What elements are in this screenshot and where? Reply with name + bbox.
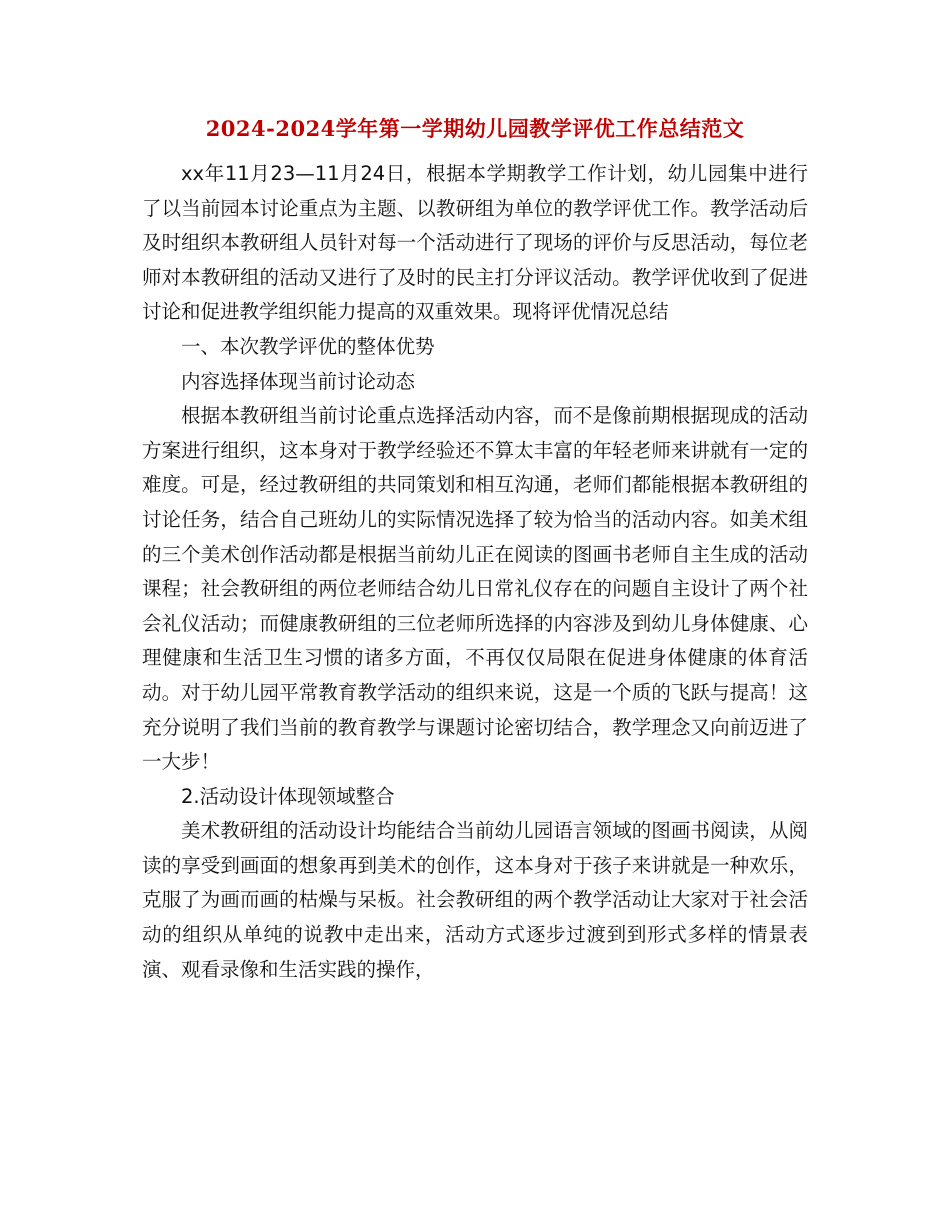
content-selection-paragraph: 根据本教研组当前讨论重点选择活动内容，而不是像前期根据现成的活动方案进行组织，这本身对于教学经验还不算太丰富的年轻老师来讲就有一定的难度。可是，经过教研组的共同策划和相互沟通，老师们都能根据本教研组的讨论任务，结合自己班幼儿的实际情况选择了较为恰当的活动内容。如美术组的三个美术创作活动都是根据当前幼儿正在阅读的图画书老师自主生成的活动课程；社会教研组的两位老师结合幼儿日常礼仪存在的问题自主设计了两个社会礼仪活动；而健康教研组的三位老师所选择的内容涉及到幼儿身体健康、心理健康和生活卫生习惯的诸多方面，不再仅仅局限在促进身体健康的体育活动。对于幼儿园平常教育教学活动的组织来说，这是一个质的飞跃与提高！这充分说明了我们当前的教育教学与课题讨论密切结合，教学理念又向前迈进了一大步！ [142,404,808,774]
section-heading-overall-advantages: 一、本次教学评优的整体优势 [181,334,435,358]
intro-paragraph: xx年11月23—11月24日，根据本学期教学工作计划，幼儿园集中进行了以当前园本讨论重点为主题、以教研组为单位的教学评优工作。教学活动后及时组织本教研组人员针对每一个活动进行了现场的评价与反思活动，每位老师对本教研组的活动又进行了及时的民主打分评议活动。教学评优收到了促进讨论和促进教学组织能力提高的双重效果。现将评优情况总结 [142,162,808,324]
subheading-content-selection: 内容选择体现当前讨论动态 [181,369,416,393]
document-title: 2024-2024学年第一学期幼儿园教学评优工作总结范文 [205,116,745,141]
document-body [142,157,808,987]
subheading-domain-integration: 2.活动设计体现领域整合 [181,784,395,808]
domain-integration-paragraph: 美术教研组的活动设计均能结合当前幼儿园语言领域的图画书阅读，从阅读的享受到画面的想象再到美术的创作，这本身对于孩子来讲就是一种欢乐，克服了为画而画的枯燥与呆板。社会教研组的两个教学活动让大家对于社会活动的组织从单纯的说教中走出来，活动方式逐步过渡到到形式多样的情景表演、观看录像和生活实践的操作， [142,819,808,981]
